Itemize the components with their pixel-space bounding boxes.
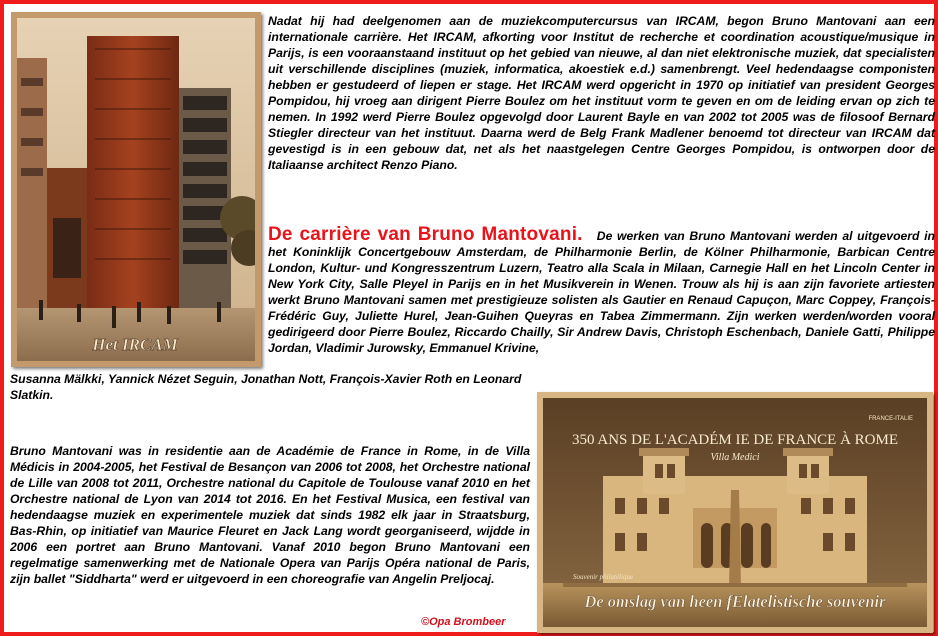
career-tail-paragraph: Susanna Mälkki, Yannick Nézet Seguin, Jonathan Nott, François-Xavier Roth en Leonard Slatkin. — [10, 372, 522, 402]
career-body: De werken van Bruno Mantovani werden al uitgevoerd in het Koninklijk Concertgebouw Amsterdam, de Philharmonie Berlin, de Kölner Philharmonie, Barbican Centre London, Kultur- und Kongresszentrum Luzern, Teatro alla Scala in Milaan, Carnegie Hall en het Lincoln Center in New York City, Salle Pleyel in Parijs en in het Musikverein in Wenen. Trouw als hij is aan zijn favoriete artiesten werkt Bruno Mantovani samen met prestigieuze solisten als Gautier en Renaud Capuçon, Marc Coppey, François-Frédéric Guy, Juliette Hurel, Jean-Guihen Queyras en Tabea Zimmermann. Zijn werken werden/worden vooral gedirigeerd door Pierre Boulez, Riccardo Chailly, Sir Andrew Davis, Christoph Eschenbach, Daniele Gatti, Philippe Jordan, Vladimir Jurowsky, Emmanuel Krivine, — [268, 229, 936, 355]
ircam-intro-paragraph: Nadat hij had deelgenomen aan de muziekcomputercursus van IRCAM, begon Bruno Mantovani aan een internationale carrière. Het IRCAM, afkorting voor Institut de recherche et coordination acoustique/musique in Parijs, is een vooraanstaand instituut op het gebied van nieuwe, al dan niet elektronische muziek, dat specialisten uit verschillende disciplines (muziek, informatica, akoestiek e.d.) samenbrengt. Veel hedendaagse componisten hebben er gestudeerd of liepen er stage. Het IRCAM werd opgericht in 1970 op initiatief van president Georges Pompidou, hij vroeg aan dirigent Pierre Boulez om het instituut vorm te geven en om de leiding ervan op zich te nemen. In 1992 werd Pierre Boulez opgevolgd door Laurent Bayle en van 2002 tot 2005 was de filosoof Bernard Stiegler directeur van het instituut. Daarna werd de Belg Frank Madlener benoemd tot directeur van IRCAM dat gevestigd is in een gebouw dat, net als het naastgelegen Centre Georges Pompidou, is ontworpen door de Italiaanse architect Renzo Piano. — [268, 14, 935, 172]
ircam-photo-caption: Het IRCAM — [92, 335, 178, 354]
ircam-photo — [11, 12, 261, 367]
residencies-paragraph: Bruno Mantovani was in residentie aan de Académie de France in Rome, in de Villa Médicis in 2004-2005, het Festival de Besançon van 2006 tot 2008, het Orchestre national de Lille van 2008 tot 2011, Orchestre national du Capitole de Toulouse vanaf 2010 en het Orchestre national de Lyon van 2014 tot 2016. En het Festival Musica, een festival van hedendaagse muziek en experimentele muziek dat sinds 1982 elk jaar in Straatsburg, Bas-Rhin, op initiatief van Maurice Fleuret en Jack Lang wordt georganiseerd, wijdde in 2006 een portret aan Bruno Mantovani. Vanaf 2010 begon Bruno Mantovani een regelmatige samenwerking met de Nationale Opera van Parijs Opéra national de Paris, zijn ballet "Siddharta" werd er uitgevoerd in een choreografie van Angelin Preljocaj. — [10, 444, 530, 586]
ircam-building-image — [17, 18, 255, 361]
villa-corner-text: FRANCE-ITALIE — [868, 416, 913, 422]
villa-caption: De omslag van heen fElatelistische souvenir — [584, 592, 886, 611]
villa-title: 350 ANS DE L'ACADÉM IE DE FRANCE À ROME — [571, 432, 899, 448]
career-heading: De carrière van Bruno Mantovani. — [268, 224, 583, 245]
villa-subtitle: Villa Medici — [710, 452, 760, 463]
villa-medici-image — [543, 398, 927, 627]
villa-small-text: Souvenir philatélique — [573, 573, 634, 581]
villa-medici-photo — [537, 392, 933, 633]
career-paragraph — [268, 224, 936, 356]
signature: ©Opa Brombeer — [421, 616, 506, 628]
